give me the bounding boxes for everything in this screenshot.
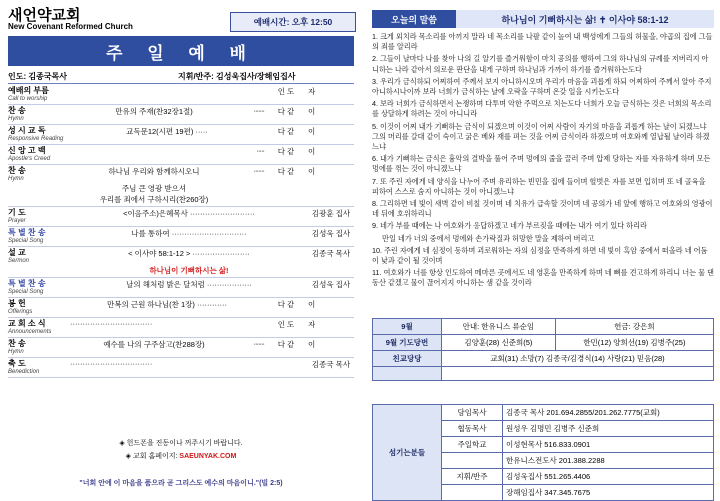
- order-who2: 이: [308, 127, 316, 136]
- order-label: 찬 송 Hymn: [8, 339, 26, 355]
- sermon-title: 하나님이 기뻐하시는 삶!: [149, 266, 229, 275]
- order-item: [8, 106, 354, 125]
- order-who: 인 도: [277, 320, 295, 329]
- order-content: 예수를 나의 구주삼고(찬288장): [103, 340, 205, 349]
- verse-line: 10. 주린 자에게 네 심정이 동하며 괴로워하는 자의 심정을 만족하게 하면 네 빛이 흑암 중에서 떠올라 네 어둠이 낮과 같이 될 것이며: [372, 245, 708, 266]
- order-who: 다 같: [277, 147, 295, 156]
- order-label: 신 앙 고 백 Apostle's Creed: [8, 146, 51, 162]
- verse-line: 6. 내가 기뻐하는 금식은 흉악의 결박을 풀어 주며 멍에의 줄을 끌러 주며 압제 당하는 자를 자유하게 하며 모든 멍에를 꺾는 것이 아니겠느냐: [372, 154, 711, 174]
- staff-value: 김성욱집사 551.265.4406: [503, 469, 714, 485]
- leaders-row: [8, 70, 354, 84]
- order-who: 인 도: [277, 87, 295, 96]
- order-who2: 이: [308, 147, 316, 156]
- staff-role: 협동목사: [442, 421, 503, 437]
- verse-line: 8. 그리하면 네 빛이 새벽 같이 비칠 것이며 네 치유가 급속할 것이며 네 공의가 네 앞에 행하고 여호와의 영광이 네 뒤에 호위하리니: [372, 199, 713, 219]
- staff-label: 섬기는분들: [373, 405, 442, 501]
- order-item-cont: [8, 194, 354, 207]
- row-cell: 교회(31) 소망(7) 김종국/김경식(14) 사랑(21) 믿음(28): [442, 351, 714, 367]
- row-cell: 김양훈(28) 신준희(5): [442, 335, 556, 351]
- order-who2: 이: [308, 167, 316, 176]
- right-panel: [366, 0, 720, 498]
- verse-line: 5. 이것이 어찌 내가 기뻐하는 금식이 되겠으며 이것이 어찌 사람이 자기의 마음을 괴롭게 하는 날이 되겠느냐 그의 머리를 갈대 같이 숙이고 굵은 베와 재를 펴는 것을 어찌 금식이라 하겠으며 여호와께 열납될 날이라 하겠느냐: [372, 121, 710, 152]
- staff-role: [442, 485, 503, 501]
- footer-note-1: ◈ 헌드폰을 진동이나 꺼주시기 바랍니다.: [119, 440, 243, 447]
- staff-value: 한유니스전도사 201.388.2288: [503, 453, 714, 469]
- order-label: 기 도 Prayer: [8, 208, 26, 224]
- table-row: [373, 405, 714, 421]
- staff-role: [442, 453, 503, 469]
- order-who: 김종국 목사: [311, 249, 351, 258]
- order-item: [8, 248, 354, 265]
- order-content: <이음주소)은혜목사 ··························: [123, 209, 255, 218]
- order-content: ·································: [70, 319, 153, 328]
- order-label: 교 회 소 식 Announcements: [8, 319, 52, 335]
- leader-right: 지휘/반주: 김성욱집사/장해임집사: [178, 72, 296, 81]
- order-who: 다 같: [277, 107, 295, 116]
- verse-line: 11. 여호와가 너를 항상 인도하여 메마른 곳에서도 네 영혼을 만족하게 하며 네 뼈를 견고하게 하리니 너는 물 댄 동산 같겠고 물이 끊어지지 아니하는 샘 같을 것이라: [372, 268, 714, 288]
- monthly-duty-table: [372, 318, 714, 381]
- order-content: 만유의 주재(찬32장1절): [115, 107, 193, 116]
- order-item: [8, 86, 354, 105]
- church-name-en: New Covenant Reformed Church: [8, 22, 133, 31]
- order-label: 성 시 교 독 Responsive Reading: [8, 126, 64, 142]
- order-content: 하나님 우리와 함께하시오니: [108, 167, 200, 176]
- order-who2: 자: [308, 87, 316, 96]
- staff-contact-table: [372, 404, 714, 501]
- row-cell: 안내: 한유니스 류순임: [442, 319, 556, 335]
- order-label: 특 별 찬 송 Special Song: [8, 228, 46, 244]
- footer-note-2: [8, 451, 354, 461]
- service-time-box: 예배시간: 오후 12:50: [230, 12, 356, 32]
- church-name-ko: 새언약교회: [8, 7, 81, 24]
- order-who2: 이: [308, 340, 316, 349]
- order-content: 날의 해처럼 밝은 달처럼 ··················: [126, 280, 252, 289]
- order-who: 다 같: [277, 167, 295, 176]
- order-who2: 이: [308, 107, 316, 116]
- verse-line: 3. 우리가 금식하되 어찌하여 주께서 보지 아니하시오며 우리가 마음을 괴롭게 하되 어찌하여 주께서 알아 주지 아니하시나이까 보라 너희가 금식하는 날에 오락을 구하며 온갖 일을 시키는도다: [372, 76, 712, 97]
- order-content: 우리를 죄에서 구하시리(찬260장): [99, 195, 209, 204]
- staff-role: 주일학교: [442, 437, 503, 453]
- row-cell: 헌금: 강은희: [555, 319, 713, 335]
- order-item: [8, 299, 354, 318]
- order-item: [8, 228, 354, 247]
- staff-value: 이성현목사 516.833.0901: [503, 437, 714, 453]
- order-label: 봉 헌 Offerings: [8, 299, 33, 315]
- order-dots: ·······: [253, 166, 264, 175]
- order-dots: ·······: [253, 106, 264, 115]
- verse-line: 2. 그들이 날마다 나를 찾아 나의 길 알기를 즐거워함이 마치 공의를 행하여 그의 하나님의 규례를 저버리지 아니하는 나라 같아서 의로운 판단을 내게 구하며 하나님과 가까이 하기를 즐거워하는도다: [372, 54, 709, 74]
- order-label: 예배의 부름 Call to worship: [8, 86, 49, 102]
- order-label: 특 별 찬 송 Special Song: [8, 279, 46, 295]
- verse-line: 9. 네가 부를 때에는 나 여호와가 응답하겠고 네가 부르짖을 때에는 내가 여기 있다 하리라: [372, 221, 647, 231]
- order-who: 김종국 목사: [311, 360, 351, 369]
- order-label: 찬 송 Hymn: [8, 106, 26, 122]
- order-who: 김광훈 집사: [311, 209, 351, 218]
- order-content: < 이사야 58:1-12 > ·······················: [128, 249, 250, 258]
- order-of-worship: [8, 86, 354, 379]
- footer-note-2-label: ◈ 교회 홈페이지:: [125, 453, 178, 460]
- order-who: 김성욱 집사: [311, 280, 351, 289]
- order-who: 김성욱 집사: [311, 229, 351, 238]
- order-item: [8, 319, 354, 338]
- order-item: [8, 208, 354, 227]
- order-label: 설 교 Sermon: [8, 248, 30, 264]
- row-cell: 한민(12) 양희선(19) 김병주(25): [555, 335, 713, 351]
- table-row: [373, 367, 714, 381]
- order-who: 다 같: [277, 127, 295, 136]
- row-label: 친교당당: [373, 351, 442, 367]
- order-label: 축 도 Benediction: [8, 359, 40, 375]
- order-item: [8, 166, 354, 183]
- order-content: 주님 큰 영광 받으셔: [121, 184, 187, 193]
- verse-line: 만일 네가 너의 중에서 멍에와 손가락질과 허망한 말을 제하여 버리고: [382, 233, 595, 243]
- order-content: 만복의 근원 하나님(찬 1장) ············: [107, 300, 227, 309]
- staff-value: 김종국 목사 201.694.2855/201.262.7775(교회): [503, 405, 714, 421]
- table-row: [373, 335, 714, 351]
- order-item: [8, 279, 354, 298]
- footer-verse: "너희 안에 이 마음을 품으라 곧 그리스도 예수의 마음이니."(빌 2:5): [79, 480, 283, 487]
- row-label: 9월 기도당번: [373, 335, 442, 351]
- order-who: 다 같: [277, 340, 295, 349]
- order-item: [8, 126, 354, 145]
- order-item: [8, 359, 354, 378]
- staff-role: 담임목사: [442, 405, 503, 421]
- verse-line: 1. 크게 외치라 목소리를 아끼지 말라 네 목소리를 나팔 같이 높여 내 백성에게 그들의 허물을, 야곱의 집에 그들의 죄를 알리라: [372, 32, 713, 52]
- verse-line: 7. 또 주린 자에게 네 양식을 나누어 주며 유리하는 빈민을 집에 들이며 헐벗은 자를 보면 입히며 또 네 골육을 피하여 스스로 숨지 아니하는 것이 아니겠느냐: [372, 176, 706, 196]
- order-content: 교독문12(시편 19편) ·····: [126, 127, 208, 136]
- order-who2: 자: [308, 320, 316, 329]
- table-row: [373, 351, 714, 367]
- order-item-cont: [8, 183, 354, 194]
- order-item: [8, 146, 354, 165]
- order-who2: 이: [308, 300, 316, 309]
- scripture-text: [372, 32, 714, 312]
- church-website-link[interactable]: SAEUNYAK.COM: [179, 453, 237, 460]
- left-panel: [0, 0, 362, 498]
- order-who: 다 같: [277, 300, 295, 309]
- sermon-header: [372, 10, 714, 28]
- sermon-header-title: 하나님이 기뻐하시는 삶! ✝ 이사야 58:1-12: [456, 10, 714, 28]
- order-dots: ·····: [256, 146, 264, 155]
- service-title: 주 일 예 배: [106, 43, 256, 63]
- verse-line: 4. 보라 너희가 금식하면서 논쟁하며 다투며 악한 주먹으로 치는도다 너희가 오늘 금식하는 것은 너희의 목소리를 상달하게 하려는 것이 아니니라: [372, 99, 712, 119]
- order-item: [8, 339, 354, 358]
- row-label: 9월: [373, 319, 442, 335]
- row-label-empty: [373, 367, 442, 381]
- sermon-title-row: [8, 265, 354, 278]
- order-dots: ·······: [253, 339, 264, 348]
- footer-notes: [8, 438, 354, 464]
- table-row: [373, 319, 714, 335]
- sermon-header-label: 오늘의 말씀: [372, 10, 456, 28]
- staff-value: 원성우 김명민 김병주 신준희: [503, 421, 714, 437]
- staff-role: 지휘/반주: [442, 469, 503, 485]
- order-content: 나를 통하여 ······························: [131, 229, 247, 238]
- leader-left: 인도: 김종국목사: [8, 72, 67, 81]
- order-label: 찬 송 Hymn: [8, 166, 26, 182]
- row-cell-empty: [442, 367, 714, 381]
- order-content: ·································: [70, 359, 153, 368]
- service-title-bar: [8, 36, 354, 66]
- staff-value: 장해임집사 347.345.7675: [503, 485, 714, 501]
